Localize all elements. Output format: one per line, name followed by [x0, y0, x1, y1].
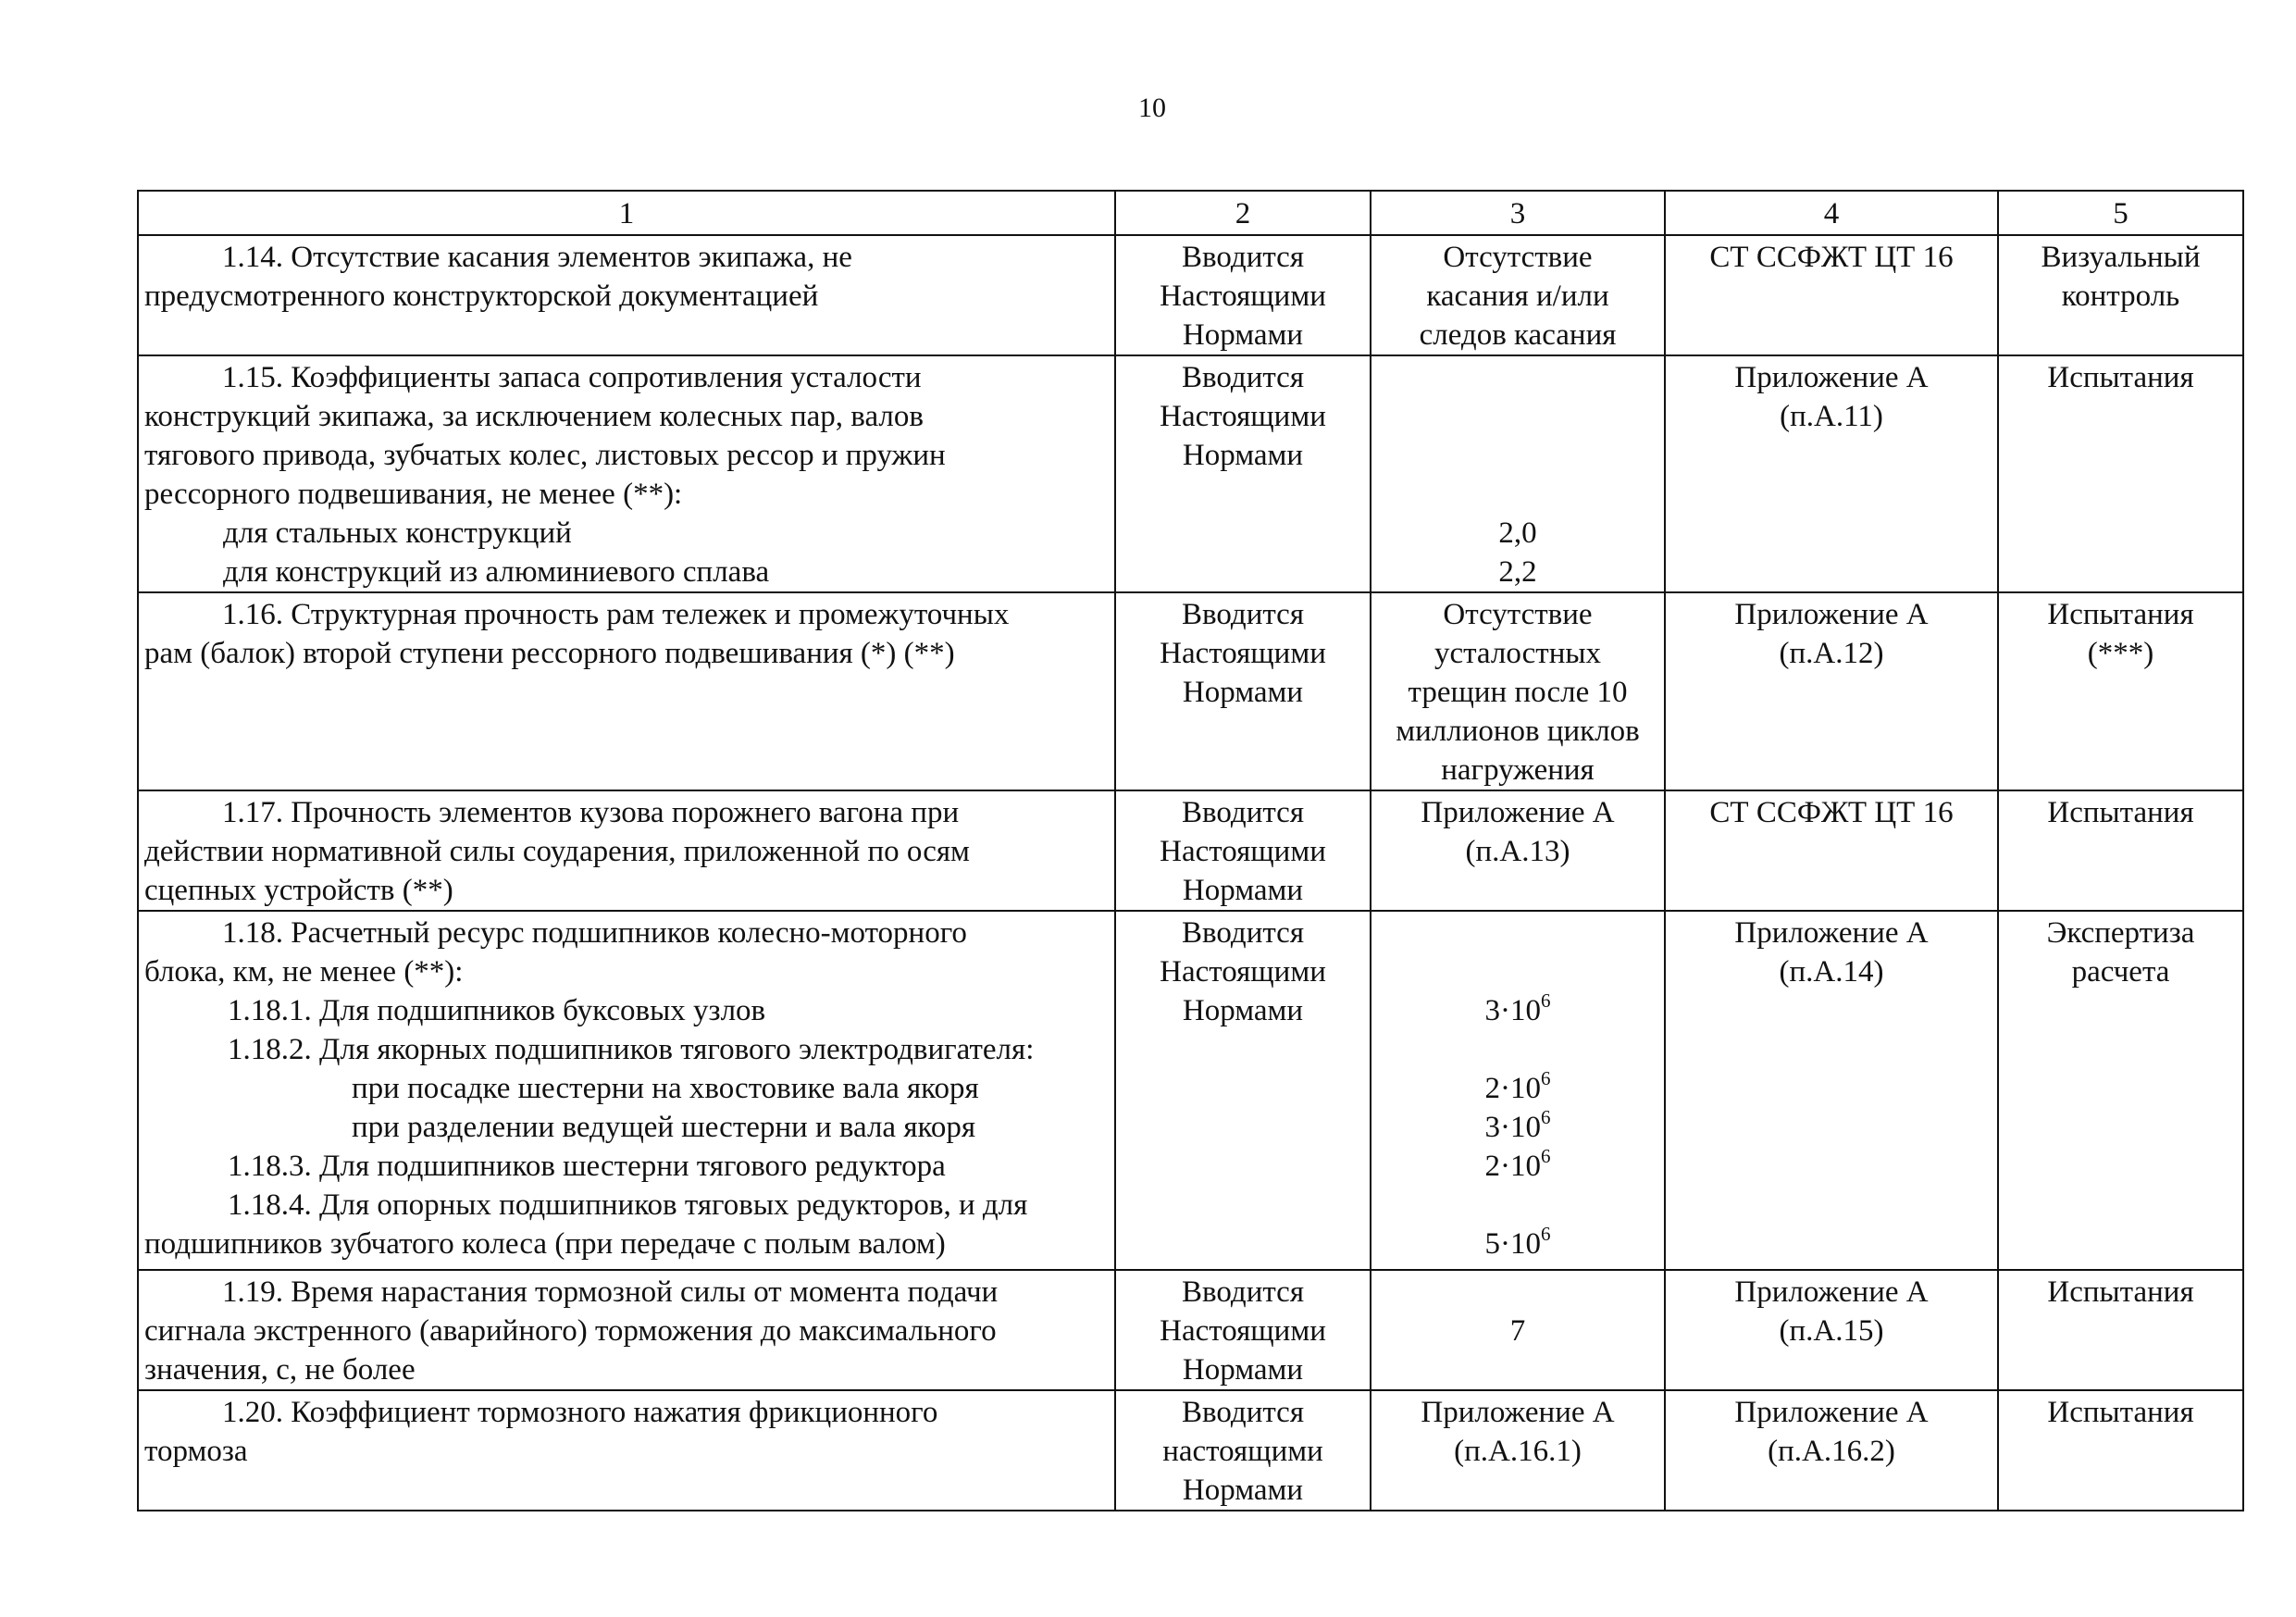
text-line: Испытания [2047, 598, 2194, 631]
resource-value: $3\cdot 10^6$ [1484, 1106, 1551, 1144]
text-line: расчета [2071, 955, 2170, 989]
reference-cell [1665, 911, 1998, 1270]
header-cell-3: 3 [1371, 191, 1665, 235]
requirement-cell [138, 1270, 1115, 1390]
text-line: для конструкций из алюминиевого сплава [223, 555, 770, 589]
text-line: СТ ССФЖТ ЦТ 16 [1709, 796, 1954, 829]
text-line: Вводится [1181, 1275, 1305, 1309]
method-cell [1998, 355, 2243, 592]
text-line: тормоза [144, 1435, 248, 1468]
text-line: нагружения [1441, 753, 1595, 787]
text-line: действии нормативной силы соударения, приложенной по осям [144, 835, 970, 868]
table-row [138, 1270, 2243, 1390]
method-cell [1998, 790, 2243, 911]
basis-cell [1115, 911, 1371, 1270]
text-line: 1.18.1. Для подшипников буксовых узлов [228, 994, 766, 1027]
text-line: Испытания [2047, 361, 2194, 394]
reference-cell [1665, 1270, 1998, 1390]
text-line: Нормами [1182, 676, 1304, 709]
text-line: Испытания [2047, 1396, 2194, 1429]
method-cell [1998, 592, 2243, 790]
requirement-cell [138, 1390, 1115, 1511]
text-line: СТ ССФЖТ ЦТ 16 [1709, 241, 1954, 274]
basis-cell [1115, 1390, 1371, 1511]
table-row [138, 592, 2243, 790]
text-line: при разделении ведущей шестерни и вала якоря [352, 1111, 976, 1144]
text-line: Настоящими [1160, 400, 1326, 433]
text-line: (п.А.16.2) [1768, 1435, 1895, 1468]
basis-cell [1115, 790, 1371, 911]
text-line: миллионов циклов [1396, 715, 1640, 748]
text-line: 1.18. Расчетный ресурс подшипников колесно-моторного [222, 916, 967, 950]
text-line: Настоящими [1160, 835, 1326, 868]
table-row [138, 235, 2243, 355]
text-line: Приложение А [1734, 1275, 1929, 1309]
text-line: Приложение А [1734, 916, 1929, 950]
text-line: 1.16. Структурная прочность рам тележек и промежуточных [222, 598, 1010, 631]
norms-table [137, 190, 2244, 1511]
basis-cell [1115, 1270, 1371, 1390]
text-line: Приложение А [1421, 796, 1615, 829]
text-line: 1.18.3. Для подшипников шестерни тягового редуктора [228, 1150, 946, 1183]
text-line: контроль [2061, 280, 2180, 313]
text-line: трещин после 10 [1408, 676, 1628, 709]
text-line: Вводится [1181, 1396, 1305, 1429]
text-line: сцепных устройств (**) [144, 874, 453, 907]
method-cell [1998, 1390, 2243, 1511]
reference-cell [1665, 790, 1998, 911]
header-cell-5: 5 [1998, 191, 2243, 235]
text-line: рессорного подвешивания, не менее (**): [144, 478, 683, 511]
text-line: конструкций экипажа, за исключением колесных пар, валов [144, 400, 924, 433]
value-cell [1371, 790, 1665, 911]
table-row [138, 911, 2243, 1270]
text-line: 1.15. Коэффициенты запаса сопротивления усталости [222, 361, 922, 394]
value-cell [1371, 911, 1665, 1270]
table-row [138, 355, 2243, 592]
text-line: Испытания [2047, 796, 2194, 829]
text-line: (п.А.14) [1779, 955, 1884, 989]
text-line: Испытания [2047, 1275, 2194, 1309]
text-line: 2,2 [1498, 555, 1537, 589]
text-line: (п.А.16.1) [1454, 1435, 1582, 1468]
text-line: Вводится [1181, 916, 1305, 950]
text-line: настоящими [1162, 1435, 1323, 1468]
value-cell [1371, 1390, 1665, 1511]
resource-value: $2\cdot 10^6$ [1484, 1067, 1551, 1105]
requirement-cell [138, 592, 1115, 790]
text-line: 1.20. Коэффициент тормозного нажатия фрикционного [222, 1396, 938, 1429]
value-cell [1371, 592, 1665, 790]
text-line: Вводится [1181, 796, 1305, 829]
text-line: Отсутствие [1443, 241, 1593, 274]
text-line: Приложение А [1734, 598, 1929, 631]
header-cell-4: 4 [1665, 191, 1998, 235]
value-cell [1371, 1270, 1665, 1390]
value-cell [1371, 355, 1665, 592]
header-row [138, 191, 2243, 235]
reference-cell [1665, 1390, 1998, 1511]
reference-cell [1665, 355, 1998, 592]
page-number: 10 [1138, 93, 1166, 123]
text-line: (п.А.11) [1780, 400, 1883, 433]
text-line: Настоящими [1160, 955, 1326, 989]
method-cell [1998, 911, 2243, 1270]
text-line: (п.А.15) [1779, 1314, 1884, 1348]
text-line: рам (балок) второй ступени рессорного подвешивания (*) (**) [144, 637, 955, 670]
text-line: блока, км, не менее (**): [144, 955, 464, 989]
reference-cell [1665, 235, 1998, 355]
value-cell [1371, 235, 1665, 355]
text-line: Приложение А [1421, 1396, 1615, 1429]
text-line: (п.А.13) [1465, 835, 1570, 868]
text-line: Нормами [1182, 1353, 1304, 1387]
reference-cell [1665, 592, 1998, 790]
text-line: Вводится [1181, 361, 1305, 394]
text-line: Приложение А [1734, 1396, 1929, 1429]
text-line: 1.18.4. Для опорных подшипников тяговых редукторов, и для [228, 1188, 1028, 1222]
basis-cell [1115, 592, 1371, 790]
text-line: Нормами [1182, 874, 1304, 907]
text-line: касания и/или [1426, 280, 1609, 313]
text-line: предусмотренного конструкторской документацией [144, 280, 819, 313]
requirement-cell [138, 911, 1115, 1270]
table-row [138, 790, 2243, 911]
text-line: 7 [1509, 1314, 1526, 1348]
text-line: Вводится [1181, 241, 1305, 274]
text-line: 1.14. Отсутствие касания элементов экипажа, не [222, 241, 852, 274]
header-cell-2: 2 [1115, 191, 1371, 235]
header-cell-1: 1 [138, 191, 1115, 235]
basis-cell [1115, 355, 1371, 592]
resource-value: $2\cdot 10^6$ [1484, 1145, 1551, 1183]
text-line: (п.А.12) [1779, 637, 1884, 670]
method-cell [1998, 1270, 2243, 1390]
text-line: значения, с, не более [144, 1353, 416, 1387]
text-line: 2,0 [1498, 516, 1537, 550]
text-line: подшипников зубчатого колеса (при передаче с полым валом) [144, 1227, 946, 1261]
text-line: Приложение А [1734, 361, 1929, 394]
text-line: Нормами [1182, 318, 1304, 352]
text-line: следов касания [1419, 318, 1617, 352]
text-line: Экспертиза [2046, 916, 2195, 950]
text-line: при посадке шестерни на хвостовике вала якоря [352, 1072, 979, 1105]
text-line: 1.18.2. Для якорных подшипников тягового электродвигателя: [228, 1033, 1035, 1066]
text-line: сигнала экстренного (аварийного) торможения до максимального [144, 1314, 997, 1348]
text-line: 1.17. Прочность элементов кузова порожнего вагона при [222, 796, 960, 829]
text-line: усталостных [1433, 637, 1602, 670]
text-line: (***) [2087, 637, 2154, 670]
requirement-cell [138, 235, 1115, 355]
text-line: Нормами [1182, 994, 1304, 1027]
text-line: Нормами [1182, 1474, 1304, 1507]
table-row [138, 1390, 2243, 1511]
text-line: Настоящими [1160, 637, 1326, 670]
resource-value: $3\cdot 10^6$ [1484, 989, 1551, 1027]
text-line: Нормами [1182, 439, 1304, 472]
text-line: 1.19. Время нарастания тормозной силы от момента подачи [222, 1275, 999, 1309]
resource-value: $5\cdot 10^6$ [1484, 1223, 1551, 1261]
text-line: Отсутствие [1443, 598, 1593, 631]
basis-cell [1115, 235, 1371, 355]
text-line: Визуальный [2041, 241, 2201, 274]
method-cell [1998, 235, 2243, 355]
text-line: Вводится [1181, 598, 1305, 631]
text-line: для стальных конструкций [223, 516, 572, 550]
text-line: Настоящими [1160, 280, 1326, 313]
text-line: Настоящими [1160, 1314, 1326, 1348]
requirement-cell [138, 790, 1115, 911]
text-line: тягового привода, зубчатых колес, листовых рессор и пружин [144, 439, 946, 472]
requirement-cell [138, 355, 1115, 592]
